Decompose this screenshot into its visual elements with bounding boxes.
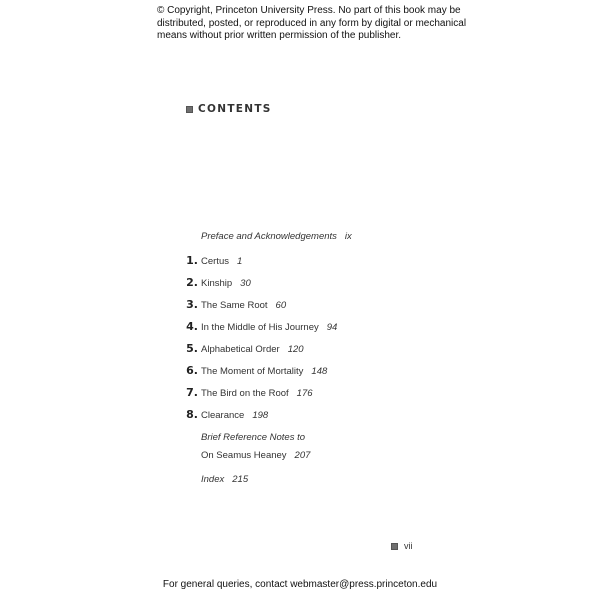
chapter-page: 60 <box>275 300 287 311</box>
chapter-number: 2. <box>186 276 198 289</box>
square-bullet-icon <box>391 543 398 550</box>
chapter-page: 30 <box>240 278 251 289</box>
copyright-notice <box>157 5 467 43</box>
contents-title: CONTENTS <box>198 103 272 115</box>
chapter-title: In the Middle of His Journey <box>201 322 319 333</box>
toc-chapter <box>182 276 251 290</box>
toc-chapter <box>182 298 286 312</box>
chapter-title: The Bird on the Roof <box>201 388 289 399</box>
chapter-title: Alphabetical Order <box>201 344 280 355</box>
copyright-line: © Copyright, Princeton University Press. No part of this book may be <box>157 5 461 16</box>
toc-entry-preface <box>201 231 352 242</box>
toc-entry-notes-line2 <box>201 450 310 461</box>
toc-chapter <box>182 342 304 356</box>
chapter-number: 3. <box>186 298 198 311</box>
chapter-title: Kinship <box>201 278 233 289</box>
chapter-title: The Same Root <box>201 300 268 311</box>
copyright-line: distributed, posted, or reproduced in any form by digital or mechanical <box>157 17 467 29</box>
toc-entry-index <box>201 474 248 485</box>
copyright-line: means without prior written permission of the publisher. <box>157 30 402 41</box>
toc-chapter <box>182 364 327 378</box>
entry-title: Preface and Acknowledgements <box>201 231 337 242</box>
folio-number: vii <box>404 541 413 551</box>
square-bullet-icon <box>186 106 193 113</box>
footer-contact: For general queries, contact webmaster@press.princeton.edu <box>162 579 438 590</box>
chapter-page: 94 <box>326 322 338 333</box>
entry-page: 207 <box>294 450 311 461</box>
entry-title: Index <box>201 474 225 485</box>
chapter-number: 7. <box>186 386 198 399</box>
chapter-page: 198 <box>252 410 269 421</box>
page-folio <box>391 541 413 551</box>
chapter-number: 4. <box>186 320 198 333</box>
toc-chapter <box>182 408 268 422</box>
toc-entry-notes-line1 <box>201 432 305 443</box>
chapter-title: Clearance <box>201 410 245 421</box>
chapter-page: 1 <box>236 256 243 267</box>
entry-title: On Seamus Heaney <box>201 450 287 461</box>
chapter-title: The Moment of Mortality <box>201 366 304 377</box>
entry-title: Brief Reference Notes to <box>201 432 306 443</box>
contents-heading <box>186 103 272 115</box>
chapter-page: 120 <box>287 344 304 355</box>
chapter-page: 176 <box>296 388 313 399</box>
entry-page: 215 <box>232 474 249 485</box>
toc-chapter <box>182 254 242 268</box>
chapter-page: 148 <box>311 366 328 377</box>
entry-page: ix <box>344 231 352 242</box>
chapter-title: Certus <box>201 256 229 267</box>
chapter-number: 8. <box>186 408 198 421</box>
toc-chapter <box>182 320 337 334</box>
chapter-number: 6. <box>186 364 198 377</box>
chapter-number: 1. <box>186 254 198 267</box>
chapter-number: 5. <box>186 342 198 355</box>
toc-chapter <box>182 386 313 400</box>
